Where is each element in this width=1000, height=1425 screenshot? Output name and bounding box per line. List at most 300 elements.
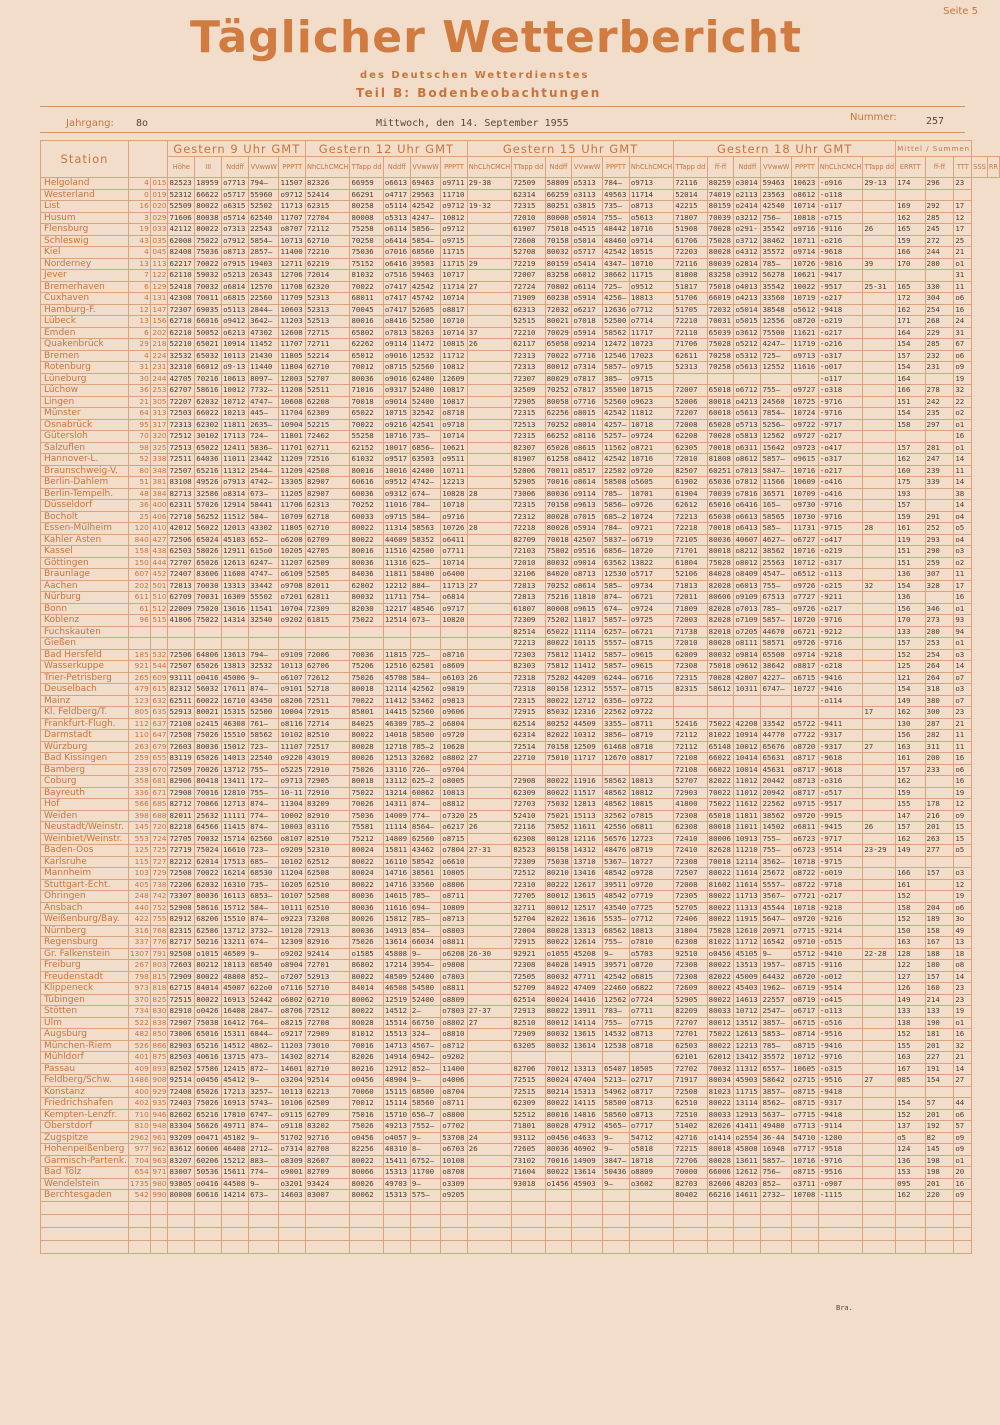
obs-cell: 18113 <box>222 960 249 972</box>
station-height: 158 <box>128 546 150 558</box>
station-name: Hannover-L. <box>41 454 129 466</box>
obs-cell: 58612 <box>707 684 734 696</box>
obs-cell <box>410 638 440 650</box>
station-id: 961 <box>150 1132 168 1144</box>
obs-cell: 656—7 <box>410 1109 440 1121</box>
obs-cell: o8012 <box>734 557 761 569</box>
obs-cell: -9717 <box>818 833 862 845</box>
obs-cell: o6727 <box>792 534 819 546</box>
obs-cell: 80012 <box>545 891 572 903</box>
obs-cell <box>863 1167 896 1179</box>
obs-cell: 575— <box>410 1190 440 1202</box>
obs-cell: 11012 <box>734 776 761 788</box>
obs-cell: 65026 <box>195 753 222 765</box>
station-id: 875 <box>150 1052 168 1064</box>
station-id: 655 <box>150 753 168 765</box>
obs-cell: 10712 <box>792 557 819 569</box>
obs-cell: 66291 <box>350 189 383 201</box>
obs-cell: o8713 <box>629 1098 673 1110</box>
obs-cell: o9716 <box>792 224 819 236</box>
obs-cell: 252 <box>925 523 954 535</box>
obs-cell: 61468 <box>603 741 630 753</box>
obs-cell: 11804 <box>279 362 306 374</box>
obs-cell: 80022 <box>707 902 734 914</box>
obs-cell <box>467 1052 511 1064</box>
obs-cell: o9714 <box>629 235 673 247</box>
empty-cell <box>350 1227 383 1240</box>
obs-cell: 80022 <box>545 1098 572 1110</box>
obs-cell: 44508 <box>222 1178 249 1190</box>
obs-cell: 93111 <box>168 672 195 684</box>
obs-cell: 6257— <box>603 626 630 638</box>
obs-cell: 80006 <box>707 833 734 845</box>
obs-cell: 10813 <box>441 787 468 799</box>
obs-cell: 11114 <box>572 626 603 638</box>
obs-cell: 80018 <box>350 684 383 696</box>
obs-cell: 80418 <box>195 776 222 788</box>
station-id: 632 <box>150 695 168 707</box>
subheader-nh-18: NhCLhCMCH <box>818 157 862 178</box>
obs-cell <box>863 304 896 316</box>
obs-cell: 12562 <box>761 431 792 443</box>
obs-cell: 5256— <box>761 419 792 431</box>
station-id: 825 <box>150 994 168 1006</box>
obs-cell: o7715 <box>629 1017 673 1029</box>
obs-cell: 80022 <box>350 879 383 891</box>
obs-cell: -o113 <box>818 569 862 581</box>
obs-cell: o9205 <box>441 1190 468 1202</box>
obs-cell: 80022 <box>350 523 383 535</box>
obs-cell: 80022 <box>195 994 222 1006</box>
station-height: 48 <box>128 488 150 500</box>
obs-cell: o8715 <box>792 960 819 972</box>
station-name: Freudenstadt <box>41 971 129 983</box>
station-height: 248 <box>128 891 150 903</box>
obs-cell: 5535— <box>603 914 630 926</box>
obs-cell: 10726 <box>441 523 468 535</box>
obs-cell: 72511 <box>168 454 195 466</box>
obs-cell: 13822 <box>629 557 673 569</box>
obs-cell: o7915 <box>222 258 249 270</box>
obs-cell: 10012 <box>222 385 249 397</box>
station-name: Lüneburg <box>41 373 129 385</box>
station-name: Kempten-Lenzfr. <box>41 1109 129 1121</box>
obs-cell: 11612 <box>734 799 761 811</box>
obs-cell: 874— <box>603 592 630 604</box>
obs-cell: o6109 <box>279 569 306 581</box>
empty-cell <box>41 1240 129 1253</box>
obs-cell: 49480 <box>761 1121 792 1133</box>
obs-cell: 674— <box>249 937 279 949</box>
obs-cell: 42541 <box>410 419 440 431</box>
obs-cell: o8719 <box>792 994 819 1006</box>
empty-cell <box>674 1201 707 1214</box>
obs-cell: o2717 <box>629 1075 673 1087</box>
obs-cell: 80038 <box>195 212 222 224</box>
obs-cell: 15510 <box>222 730 249 742</box>
obs-cell: 80022 <box>350 730 383 742</box>
obs-cell <box>863 960 896 972</box>
table-row <box>41 1063 1000 1075</box>
obs-cell: o8116 <box>572 431 603 443</box>
obs-cell: 71706 <box>674 339 707 351</box>
obs-cell: 65216 <box>195 1109 222 1121</box>
obs-cell: 200 <box>925 753 954 765</box>
obs-cell: 80259 <box>707 178 734 190</box>
obs-cell: o9517 <box>383 454 410 466</box>
obs-cell: 55502 <box>249 592 279 604</box>
obs-cell: 145 <box>925 1144 954 1156</box>
subheader-nh-12: NhCLhCMCH <box>467 157 511 178</box>
table-row <box>41 1098 1000 1110</box>
obs-cell: o7817 <box>572 373 603 385</box>
obs-cell: 8— <box>410 1144 440 1156</box>
initials: Bra. <box>836 1304 853 1312</box>
obs-cell: 70018 <box>707 442 734 454</box>
obs-cell: 10817 <box>441 396 468 408</box>
obs-cell: 11415 <box>222 822 249 834</box>
table-row <box>41 1190 1000 1202</box>
station-height: 704 <box>128 1155 150 1167</box>
obs-cell: 35572 <box>761 247 792 259</box>
station-height: 21 <box>128 396 150 408</box>
station-name: Essen-Mülheim <box>41 523 129 535</box>
obs-cell <box>467 189 511 201</box>
obs-cell: 94 <box>954 626 972 638</box>
obs-cell <box>863 994 896 1006</box>
obs-cell <box>441 638 468 650</box>
table-row <box>41 994 1000 1006</box>
subheader-ttt: TTT <box>954 157 972 178</box>
station-id: 688 <box>150 810 168 822</box>
empty-cell <box>467 1214 511 1227</box>
obs-cell: 242 <box>925 396 954 408</box>
obs-cell: o6213 <box>222 327 249 339</box>
obs-cell: o9613 <box>572 500 603 512</box>
station-height: 542 <box>128 1190 150 1202</box>
obs-cell: 10720 <box>629 546 673 558</box>
obs-cell: 296 <box>925 178 954 190</box>
obs-cell: 80026 <box>350 914 383 926</box>
obs-cell: 61032 <box>350 454 383 466</box>
obs-cell: 57026 <box>195 500 222 512</box>
empty-cell <box>954 1240 972 1253</box>
obs-cell: 62611 <box>674 350 707 362</box>
obs-cell: o3602 <box>629 1178 673 1190</box>
obs-cell: 70032 <box>195 833 222 845</box>
obs-cell: 70000 <box>674 1167 707 1179</box>
obs-cell: 80128 <box>545 833 572 845</box>
obs-cell: 307 <box>925 569 954 581</box>
obs-cell: o3 <box>954 868 972 880</box>
station-id: 830 <box>150 1006 168 1018</box>
obs-cell: o3 <box>954 684 972 696</box>
obs-cell: 72509 <box>168 764 195 776</box>
obs-cell: 10107 <box>279 891 306 903</box>
obs-cell <box>863 385 896 397</box>
obs-cell: 735— <box>410 431 440 443</box>
obs-cell: 23442 <box>249 454 279 466</box>
obs-cell: 42507 <box>572 534 603 546</box>
obs-cell <box>863 293 896 305</box>
station-height: 16 <box>128 201 150 213</box>
station-id: 929 <box>150 1086 168 1098</box>
obs-cell: -9716 <box>818 396 862 408</box>
obs-cell: o9715 <box>441 235 468 247</box>
station-height: 358 <box>128 776 150 788</box>
obs-cell: o7719 <box>629 891 673 903</box>
obs-cell: 151 <box>896 396 925 408</box>
obs-cell: o9713 <box>792 350 819 362</box>
empty-cell <box>195 1201 222 1214</box>
obs-cell: 884— <box>410 580 440 592</box>
obs-cell: 47912 <box>572 1121 603 1133</box>
obs-cell: 38562 <box>761 810 792 822</box>
obs-cell: 75020 <box>195 603 222 615</box>
obs-cell: 65036 <box>707 477 734 489</box>
obs-cell <box>863 799 896 811</box>
obs-cell <box>195 638 222 650</box>
table-row <box>41 454 1000 466</box>
obs-cell: 82703 <box>674 1178 707 1190</box>
obs-cell: 65026 <box>195 661 222 673</box>
obs-cell <box>629 1052 673 1064</box>
obs-cell: 80158 <box>545 845 572 857</box>
obs-cell: 82903 <box>168 1040 195 1052</box>
obs-cell: 11472 <box>410 339 440 351</box>
obs-cell: 47711 <box>572 971 603 983</box>
obs-cell: 80039 <box>707 258 734 270</box>
obs-cell: 72512 <box>512 868 545 880</box>
obs-cell: o1 <box>954 1017 972 1029</box>
obs-cell: 17 <box>954 580 972 592</box>
obs-cell: 52707 <box>306 373 350 385</box>
obs-cell: o7314 <box>279 1144 306 1156</box>
obs-cell: 72116 <box>512 822 545 834</box>
obs-cell: o9118 <box>279 1121 306 1133</box>
obs-cell: 14415 <box>383 707 410 719</box>
obs-cell: o5213 <box>222 270 249 282</box>
obs-cell: 445— <box>249 408 279 420</box>
obs-cell: 41411 <box>734 1121 761 1133</box>
obs-cell: 7552— <box>410 1121 440 1133</box>
station-id: 218 <box>150 339 168 351</box>
obs-cell: 72032 <box>545 304 572 316</box>
obs-cell <box>863 626 896 638</box>
obs-cell: 15514 <box>383 1017 410 1029</box>
obs-cell: 5557— <box>603 638 630 650</box>
obs-cell: -o215 <box>818 580 862 592</box>
obs-cell: 72010 <box>674 454 707 466</box>
obs-cell: o8116 <box>279 718 306 730</box>
obs-cell: 756— <box>761 1167 792 1179</box>
station-id: 971 <box>150 1167 168 1179</box>
obs-cell: 38662 <box>603 270 630 282</box>
obs-cell: 181 <box>925 1029 954 1041</box>
obs-cell <box>467 626 511 638</box>
obs-cell: 11715 <box>441 258 468 270</box>
obs-cell <box>863 833 896 845</box>
obs-cell: o6716 <box>629 672 673 684</box>
obs-cell: 65802 <box>350 327 383 339</box>
obs-cell: 46408 <box>222 1144 249 1156</box>
obs-cell: 56032 <box>195 684 222 696</box>
obs-cell <box>925 431 954 443</box>
obs-cell: o9114 <box>383 339 410 351</box>
empty-cell <box>629 1240 673 1253</box>
obs-cell: 75500 <box>761 327 792 339</box>
obs-cell: 83258 <box>545 270 572 282</box>
obs-cell: o0426 <box>195 1006 222 1018</box>
obs-cell: 72707 <box>674 1017 707 1029</box>
obs-cell: 70258 <box>707 350 734 362</box>
obs-cell: 81022 <box>707 937 734 949</box>
station-id: 427 <box>150 534 168 546</box>
obs-cell <box>467 684 511 696</box>
station-name: Regensburg <box>41 937 129 949</box>
obs-cell: 72915 <box>306 707 350 719</box>
obs-cell <box>467 707 511 719</box>
obs-cell: 62560 <box>410 833 440 845</box>
obs-cell: 72210 <box>512 327 545 339</box>
station-id: 305 <box>150 396 168 408</box>
obs-cell: o1 <box>954 258 972 270</box>
obs-cell: 62309 <box>306 408 350 420</box>
obs-cell: 75022 <box>707 799 734 811</box>
obs-cell: 92716 <box>306 1132 350 1144</box>
obs-cell: 72701 <box>306 960 350 972</box>
obs-cell: 62709 <box>306 1109 350 1121</box>
obs-cell: o7803 <box>441 971 468 983</box>
empty-cell <box>545 1201 572 1214</box>
obs-cell: 52214 <box>306 350 350 362</box>
obs-cell: 5557— <box>603 684 630 696</box>
obs-cell <box>467 373 511 385</box>
obs-cell: 72908 <box>168 787 195 799</box>
obs-cell: o2415 <box>195 718 222 730</box>
obs-cell: 56022 <box>195 523 222 535</box>
obs-cell: 755— <box>249 787 279 799</box>
obs-cell <box>512 1052 545 1064</box>
obs-cell: -9214 <box>818 925 862 937</box>
obs-cell: 10-11 <box>279 787 306 799</box>
obs-cell: 11916 <box>572 776 603 788</box>
obs-cell: 46309 <box>383 718 410 730</box>
obs-cell: o8721 <box>629 442 673 454</box>
obs-cell: o7727 <box>792 592 819 604</box>
station-height: 798 <box>128 971 150 983</box>
station-id: 400 <box>150 500 168 512</box>
obs-cell: o8014 <box>572 419 603 431</box>
station-name: Augsburg <box>41 1029 129 1041</box>
obs-cell: o7803 <box>441 1006 468 1018</box>
obs-cell: o9101 <box>279 684 306 696</box>
obs-cell: 10714 <box>441 557 468 569</box>
obs-cell <box>896 431 925 443</box>
obs-cell: 62219 <box>306 258 350 270</box>
obs-cell: 22 <box>954 396 972 408</box>
obs-cell: o5313 <box>383 212 410 224</box>
obs-cell: 82307 <box>512 442 545 454</box>
obs-cell <box>863 879 896 891</box>
station-height: 98 <box>128 442 150 454</box>
table-row <box>41 1144 1000 1156</box>
obs-cell <box>467 1121 511 1133</box>
station-id: 935 <box>150 1098 168 1110</box>
obs-cell: o8809 <box>629 1167 673 1179</box>
station-name: Friedrichshafen <box>41 1098 129 1110</box>
obs-cell: 16214 <box>222 868 249 880</box>
station-id: 129 <box>150 281 168 293</box>
obs-cell: 58565 <box>761 511 792 523</box>
empty-cell <box>925 1201 954 1214</box>
obs-cell: 12706 <box>279 270 306 282</box>
obs-cell: 45903 <box>734 1075 761 1087</box>
obs-cell: 42542 <box>603 247 630 259</box>
obs-cell <box>467 224 511 236</box>
obs-cell: 71701 <box>674 546 707 558</box>
obs-cell: o6 <box>954 293 972 305</box>
obs-cell: 52502 <box>249 201 279 213</box>
obs-cell: o9721 <box>629 523 673 535</box>
obs-cell <box>863 500 896 512</box>
obs-cell: 55960 <box>249 189 279 201</box>
report-subtitle: des Deutschen Wetterdienstes <box>360 70 590 81</box>
obs-cell: 33560 <box>410 879 440 891</box>
obs-cell <box>734 695 761 707</box>
obs-cell: 52210 <box>168 339 195 351</box>
obs-cell: 50536 <box>195 1167 222 1179</box>
obs-cell <box>863 442 896 454</box>
obs-cell: 152 <box>896 914 925 926</box>
obs-cell: 154 <box>925 1075 954 1087</box>
obs-cell: 80008 <box>350 212 383 224</box>
obs-cell: 10718 <box>629 1155 673 1167</box>
obs-cell: 83209 <box>306 799 350 811</box>
station-height: 239 <box>128 764 150 776</box>
obs-cell: o5605 <box>629 477 673 489</box>
obs-cell: 75018 <box>707 661 734 673</box>
obs-cell: 5856— <box>410 224 440 236</box>
obs-cell: -o117 <box>818 201 862 213</box>
table-row <box>41 362 1000 374</box>
obs-cell: 62802 <box>350 580 383 592</box>
station-id: 866 <box>150 1040 168 1052</box>
obs-cell: -9517 <box>818 799 862 811</box>
station-name: Weiden <box>41 810 129 822</box>
obs-cell: 72315 <box>512 201 545 213</box>
empty-cell <box>410 1214 440 1227</box>
obs-cell: 673— <box>249 488 279 500</box>
station-height <box>128 638 150 650</box>
obs-cell: 6844— <box>249 1029 279 1041</box>
station-height: 112 <box>128 718 150 730</box>
obs-cell: 62311 <box>168 500 195 512</box>
obs-cell: 13615 <box>572 1029 603 1041</box>
obs-cell: 874— <box>410 799 440 811</box>
obs-cell: o6416 <box>734 500 761 512</box>
obs-cell: o1 <box>954 1155 972 1167</box>
obs-cell: 15510 <box>222 914 249 926</box>
obs-cell: o9-13 <box>222 362 249 374</box>
obs-cell <box>467 638 511 650</box>
obs-cell: 86802 <box>350 960 383 972</box>
station-id: 815 <box>150 971 168 983</box>
obs-cell: 52505 <box>306 569 350 581</box>
table-row <box>41 914 1000 926</box>
obs-cell: 70030 <box>195 580 222 592</box>
obs-cell <box>863 902 896 914</box>
